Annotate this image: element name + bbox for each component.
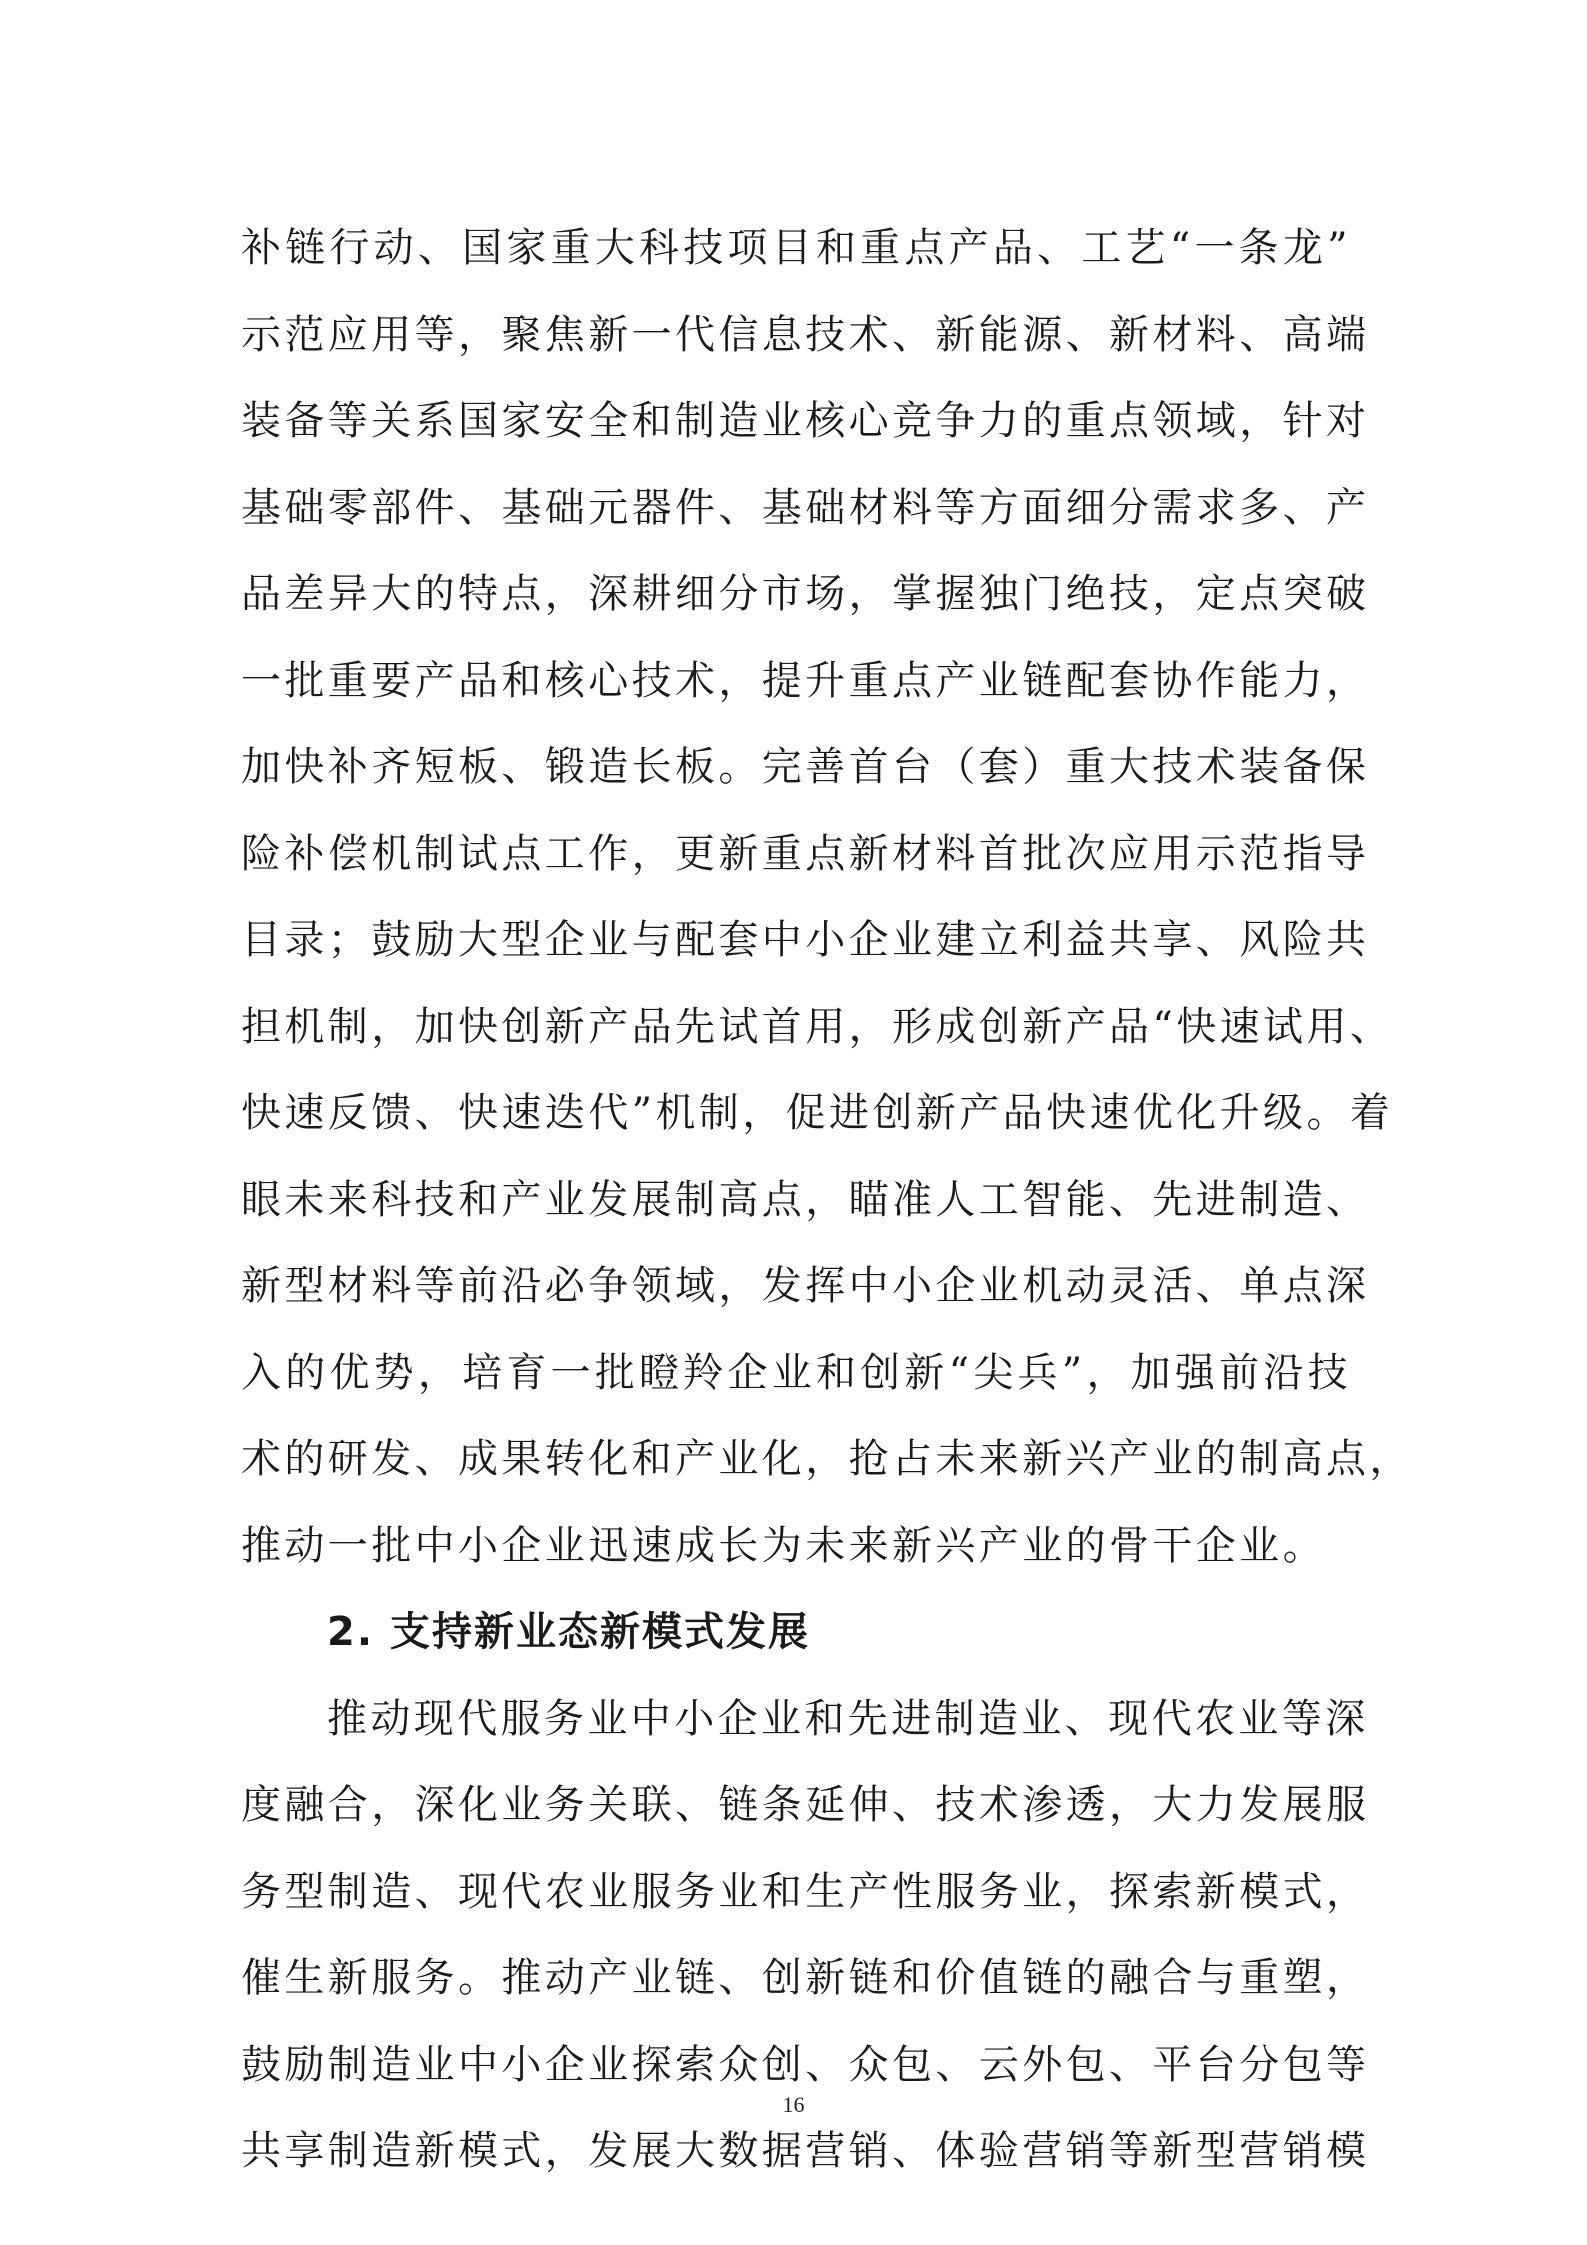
paragraph-line: 催生新服务。推动产业链、创新链和价值链的融合与重塑， [241, 1955, 1370, 2001]
paragraph-line: 推动一批中小企业迅速成长为未来新兴产业的骨干企业。 [241, 1522, 1326, 1569]
paragraph-line: 共享制造新模式，发展大数据营销、体验营销等新型营销模 [241, 2128, 1370, 2174]
paragraph-line: 术的研发、成果转化和产业化，抢占未来新兴产业的制高点， [241, 1436, 1413, 1482]
paragraph-line: 入的优势，培育一批瞪羚企业和创新“尖兵”，加强前沿技 [241, 1349, 1351, 1396]
page-number: 16 [782, 2092, 805, 2117]
paragraph-line: 补链行动、国家重大科技项目和重点产品、工艺“一条龙” [241, 225, 1351, 271]
paragraph-line: 险补偿机制试点工作，更新重点新材料首批次应用示范指导 [241, 830, 1370, 877]
document-body [241, 205, 1413, 2195]
paragraph-line: 装备等关系国家安全和制造业核心竞争力的重点领域，针对 [241, 398, 1370, 444]
paragraph-line: 务型制造、现代农业服务业和生产性服务业，探索新模式， [241, 1868, 1370, 1915]
paragraph-line: 一批重要产品和核心技术，提升重点产业链配套协作能力， [241, 657, 1370, 704]
paragraph-line: 新型材料等前沿必争领域，发挥中小企业机动灵活、单点深 [241, 1263, 1370, 1309]
paragraph-line: 快速反馈、快速迭代”机制，促进创新产品快速优化升级。着 [241, 1090, 1394, 1136]
paragraph-line: 加快补齐短板、锻造长板。完善首台（套）重大技术装备保 [241, 744, 1370, 790]
paragraph-line: 品差异大的特点，深耕细分市场，掌握独门绝技，定点突破 [241, 571, 1370, 617]
paragraph-line: 担机制，加快创新产品先试首用，形成创新产品“快速试用、 [241, 1003, 1394, 1050]
section-heading: 2. 支持新业态新模式发展 [327, 1609, 810, 1655]
paragraph-line: 度融合，深化业务关联、链条延伸、技术渗透，大力发展服 [241, 1782, 1370, 1828]
paragraph-line: 基础零部件、基础元器件、基础材料等方面细分需求多、产 [241, 484, 1370, 531]
paragraph-line: 鼓励制造业中小企业探索众创、众包、云外包、平台分包等 [241, 2041, 1370, 2088]
paragraph-line: 示范应用等，聚焦新一代信息技术、新能源、新材料、高端 [241, 311, 1370, 358]
paragraph-line: 眼未来科技和产业发展制高点，瞄准人工智能、先进制造、 [241, 1176, 1370, 1223]
paragraph-line: 目录；鼓励大型企业与配套中小企业建立利益共享、风险共 [241, 917, 1370, 963]
paragraph-line: 推动现代服务业中小企业和先进制造业、现代农业等深 [327, 1695, 1369, 1742]
